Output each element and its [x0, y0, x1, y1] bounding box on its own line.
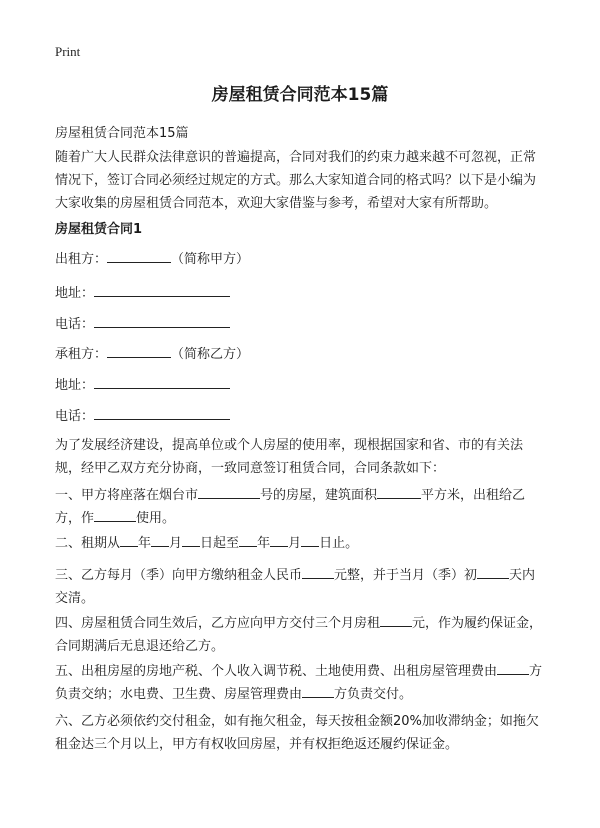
clause-5-text-a: 五、出租房屋的房地产税、个人收入调节税、土地使用费、出租房屋管理费由 — [55, 664, 498, 679]
clause-5-text-b: 方负责交纳；水电费、卫生费、房屋管理费由 — [55, 664, 543, 702]
lessee-address-label: 地址： — [55, 378, 95, 393]
clause-2-blank-e — [270, 532, 288, 547]
clause-1-blank-c — [94, 507, 136, 522]
clause-4-text-a: 四、房屋租赁合同生效后，乙方应向甲方交付三个月房租 — [55, 616, 381, 631]
clause-4-blank-a — [380, 612, 412, 627]
lessee-address-field — [55, 374, 230, 396]
clause-6: 六、乙方必须依约交付租金，如有拖欠租金，每天按租金额20%加收滞纳金；如拖欠租金达三个月以上，甲方有权收回房屋，并有权拒绝返还履约保证金。 — [55, 714, 539, 752]
clause-3 — [55, 564, 547, 610]
clause-3-text-b: 元整，并于当月（季）初 — [334, 568, 478, 583]
clause-2-text-f: 月 — [288, 536, 302, 551]
lessor-phone-label: 电话： — [55, 317, 95, 332]
clause-3-text-c: 天内交清。 — [55, 568, 536, 606]
clause-5-blank-a — [497, 660, 529, 675]
clause-2-text-a: 二、租期从 — [55, 536, 121, 551]
lessor-blank — [107, 248, 171, 263]
clause-2-text-d: 日起至 — [200, 536, 240, 551]
lessee-field — [55, 343, 249, 365]
clause-1-text-d: 使用。 — [136, 511, 176, 526]
clause-2-text-b: 年 — [138, 536, 152, 551]
clause-2-blank-b — [151, 532, 169, 547]
clause-3-blank-b — [477, 564, 509, 579]
clause-2-blank-a — [120, 532, 138, 547]
lessor-phone-blank — [94, 313, 230, 328]
clause-3-text-a: 三、乙方每月（季）向甲方缴纳租金人民币 — [55, 568, 303, 583]
lessor-label: 出租方： — [55, 252, 108, 267]
lessee-phone-field — [55, 405, 230, 427]
clause-5 — [55, 660, 547, 706]
lessee-label: 承租方： — [55, 347, 108, 362]
lessor-field — [55, 248, 249, 270]
clause-2-blank-d — [239, 532, 257, 547]
clause-2-blank-f — [301, 532, 319, 547]
clause-5-text-c: 方负责交付。 — [334, 687, 413, 702]
clause-4 — [55, 612, 547, 658]
lessor-address-label: 地址： — [55, 286, 95, 301]
lessee-note: （简称乙方） — [171, 347, 250, 362]
clause-3-blank-a — [302, 564, 334, 579]
clause-1-text-b: 号的房屋，建筑面积 — [260, 488, 378, 503]
clause-2-text-e: 年 — [257, 536, 271, 551]
lessor-address-field — [55, 282, 230, 304]
lessee-phone-blank — [94, 405, 230, 420]
lessee-address-blank — [94, 374, 230, 389]
document-subtitle: 房屋租赁合同范本15篇 — [55, 126, 189, 141]
clause-2-blank-c — [182, 532, 200, 547]
lessor-phone-field — [55, 313, 230, 335]
clause-5-blank-b — [302, 683, 334, 698]
clause-1-blank-b — [377, 484, 421, 499]
clause-1-text-c: 平方米，出租给乙方，作 — [55, 488, 526, 526]
lessee-phone-label: 电话： — [55, 409, 95, 424]
clause-1-blank-a — [198, 484, 260, 499]
clause-2-text-g: 日止。 — [319, 536, 359, 551]
print-label[interactable]: Print — [55, 44, 81, 59]
preamble-paragraph: 为了发展经济建设，提高单位或个人房屋的使用率，现根据国家和省、市的有关法规，经甲乙双方充分协商，一致同意签订租赁合同，合同条款如下： — [55, 438, 524, 476]
lessor-address-blank — [94, 282, 230, 297]
intro-paragraph: 随着广大人民群众法律意识的普遍提高，合同对我们的约束力越来越不可忽视，正常情况下，签订合同必须经过规定的方式。那么大家知道合同的格式吗？以下是小编为大家收集的房屋租赁合同范本，欢迎大家借鉴与参考，希望对大家有所帮助。 — [55, 150, 537, 211]
clause-1 — [55, 484, 547, 530]
lessee-blank — [107, 343, 171, 358]
clause-2 — [55, 532, 547, 555]
page-title: 房屋租赁合同范本15篇 — [211, 85, 389, 105]
lessor-note: （简称甲方） — [171, 252, 250, 267]
clause-2-text-c: 月 — [169, 536, 183, 551]
clause-1-text-a: 一、甲方将座落在烟台市 — [55, 488, 199, 503]
clause-4-text-b: 元，作为履约保证金，合同期满后无息退还给乙方。 — [55, 616, 543, 654]
section-heading: 房屋租赁合同1 — [55, 222, 143, 237]
